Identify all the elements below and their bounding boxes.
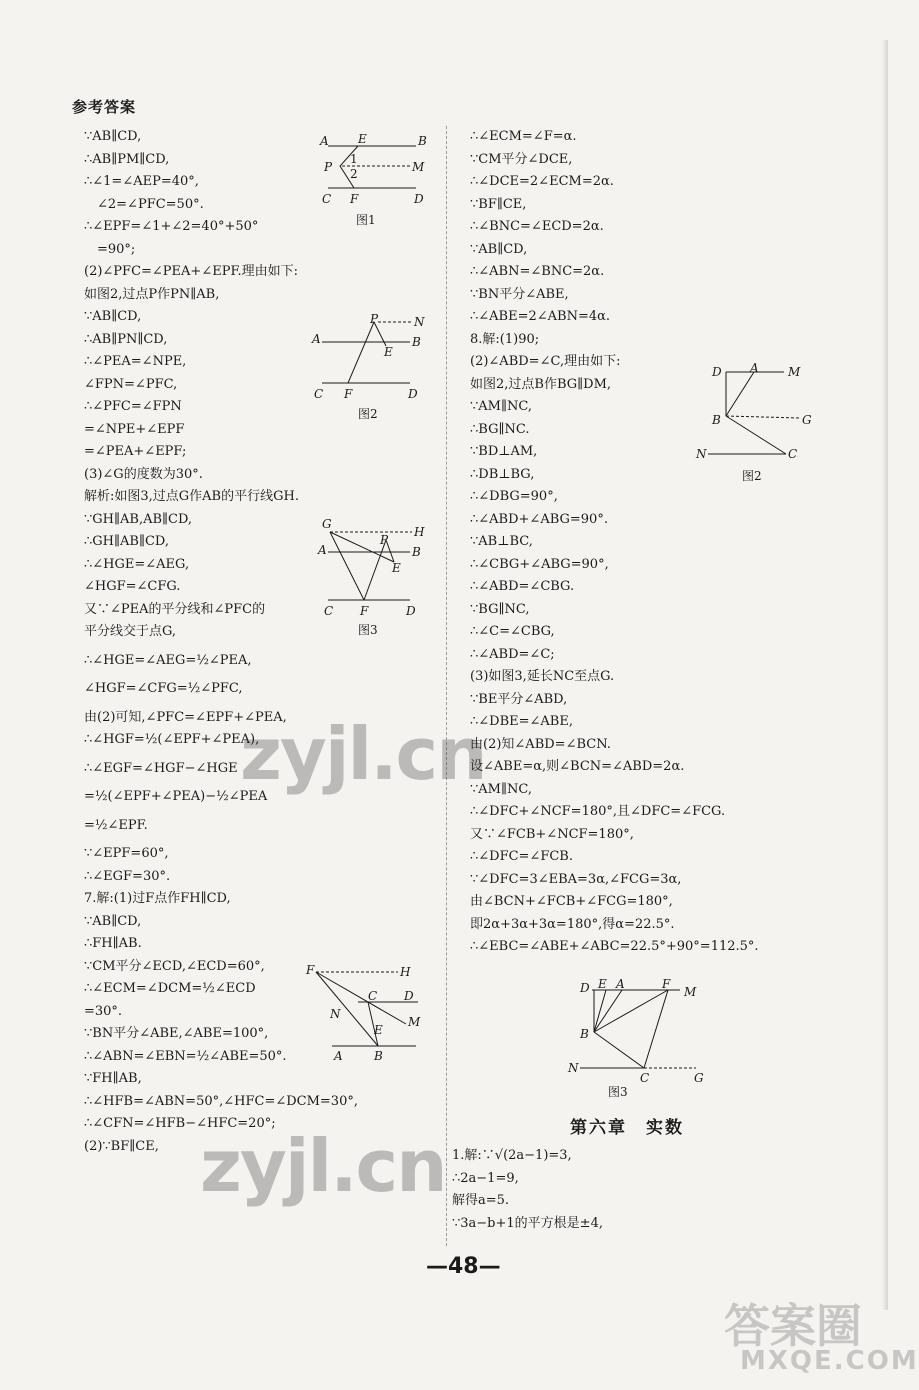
text-line: =90°;	[84, 241, 136, 257]
text-line: ∴∠PEA=∠NPE,	[84, 354, 187, 369]
text-line: ∴DB⊥BG,	[470, 466, 535, 482]
fig3-label-d: D	[406, 604, 416, 618]
fig1-label-d: D	[414, 192, 424, 206]
fig3-line-fpe	[364, 540, 394, 600]
text-line: ∴∠CFN=∠HFB−∠HFC=20°;	[84, 1116, 276, 1131]
fig8-3-label-n: N	[568, 1061, 579, 1075]
fig3-label-c: C	[324, 604, 334, 618]
figure-problem-8-2	[692, 358, 822, 488]
fig1-label-f: F	[350, 192, 359, 206]
text-line: 由(2)可知,∠PFC=∠EPF+∠PEA,	[84, 709, 287, 725]
figure-problem-8-3	[566, 976, 716, 1102]
text-line: 如图2,过点P作PN∥AB,	[84, 286, 220, 302]
fig8-3-label-d: D	[580, 981, 590, 995]
text-line: ∠2=∠PFC=50°.	[84, 196, 204, 212]
text-line: ∵3a−b+1的平方根是±4,	[452, 1215, 603, 1231]
text-line: 如图2,过点B作BG∥DM,	[470, 376, 612, 392]
fig2-label-p: P	[370, 312, 379, 326]
text-line: 设∠ABE=α,则∠BCN=∠ABD=2α.	[470, 759, 685, 774]
fig7-label-b: B	[374, 1049, 383, 1063]
text-line: ∠HGF=∠CFG.	[84, 579, 181, 594]
text-line: ∴∠DFC+∠NCF=180°,且∠DFC=∠FCG.	[470, 804, 726, 819]
fig2-line-fpe	[348, 322, 386, 383]
fig3-label-h: H	[414, 525, 425, 539]
fig2-caption: 图2	[358, 407, 378, 421]
text-line: ∵AB∥CD,	[84, 309, 142, 324]
text-line: ∵BG∥NC,	[470, 601, 530, 617]
text-line: 8.解:(1)90;	[470, 331, 540, 347]
right-column	[470, 126, 830, 959]
fig1-label-p: P	[324, 160, 333, 174]
fig8-3-line-bc	[594, 1032, 644, 1068]
text-line: ∴∠DCE=2∠ECM=2α.	[470, 174, 614, 189]
page-number: —48—	[426, 1254, 501, 1279]
text-line: ∵AM∥NC,	[470, 781, 532, 797]
text-line: 又∵∠FCB+∠NCF=180°,	[470, 826, 634, 842]
text-line: ∴GH∥AB∥CD,	[84, 534, 169, 549]
text-line: ∴∠ABN=∠BNC=2α.	[470, 264, 605, 279]
text-line: (3)∠G的度数为30°.	[84, 466, 203, 482]
text-line: ∴∠HGE=∠AEG,	[84, 556, 190, 572]
text-line: ∵AM∥NC,	[470, 399, 532, 414]
fig8-3-caption: 图3	[608, 1085, 628, 1099]
text-line: ∵BN平分∠ABE,	[470, 286, 569, 302]
fig2-label-b: B	[412, 335, 421, 349]
fig1-label-a: A	[320, 134, 329, 148]
text-line: ∵BD⊥AM,	[470, 444, 538, 459]
text-line: ∴∠ABD+∠ABG=90°.	[470, 511, 608, 527]
text-line: ∴∠HGF=½(∠EPF+∠PEA),	[84, 732, 260, 747]
text-line: ∴∠ABD=∠CBG.	[470, 579, 575, 594]
chapter-content	[452, 1145, 812, 1235]
text-line: ∠FPN=∠PFC,	[84, 376, 178, 392]
text-line: ∵∠EPF=60°,	[84, 846, 169, 861]
text-line: ∴BG∥NC.	[470, 421, 530, 437]
fig3-label-f: F	[360, 604, 369, 618]
fig8-2-label-n: N	[696, 447, 707, 461]
text-line: =½(∠EPF+∠PEA)−½∠PEA	[84, 789, 268, 804]
text-line: ∠HGF=∠CFG=½∠PFC,	[84, 681, 243, 696]
figure-problem-7	[302, 960, 432, 1066]
text-line: ∴∠PFC=∠FPN	[84, 399, 182, 414]
fig3-label-e: E	[392, 561, 401, 575]
fig3-label-a: A	[318, 543, 327, 557]
fig8-2-label-b: B	[712, 413, 721, 427]
fig2-label-a: A	[312, 332, 321, 346]
fig1-label-b: B	[418, 134, 427, 148]
text-line: 解析:如图3,过点G作AB的平行线GH.	[84, 489, 299, 504]
fig8-3-label-a: A	[616, 977, 625, 991]
fig8-2-line-bg	[726, 416, 800, 418]
text-line: 即2α+3α+3α=180°,得α=22.5°.	[470, 916, 675, 932]
fig3-line-gf	[330, 532, 364, 600]
fig3-label-p: P	[380, 533, 389, 547]
fig1-label-c: C	[322, 192, 332, 206]
fig7-label-d: D	[404, 989, 414, 1003]
text-line: 由(2)知∠ABD=∠BCN.	[470, 736, 611, 752]
fig8-3-line-ba	[594, 990, 622, 1032]
text-line: ∵∠DFC=3∠EBA=3α,∠FCG=3α,	[470, 871, 682, 887]
fig8-3-label-m: M	[684, 985, 697, 999]
text-line: ∴∠EGF=∠HGF−∠HGE	[84, 760, 238, 776]
text-line: =∠PEA+∠EPF;	[84, 444, 187, 459]
fig8-2-label-m: M	[788, 365, 801, 379]
text-line: 1.解:∵√(2a−1)=3,	[452, 1148, 572, 1163]
text-line: ∴∠HFB=∠ABN=50°,∠HFC=∠DCM=30°,	[84, 1093, 358, 1109]
fig1-angle-2: 2	[350, 167, 358, 181]
text-line: ∴∠CBG+∠ABG=90°,	[470, 556, 609, 572]
fig1-label-e: E	[358, 132, 367, 146]
text-line: ∴∠ABE=2∠ABN=4α.	[470, 309, 611, 324]
text-line: ∴AB∥PM∥CD,	[84, 151, 170, 167]
fig8-2-label-d: D	[712, 365, 722, 379]
text-line: =∠NPE+∠EPF	[84, 421, 185, 437]
text-line: ∴∠DFC=∠FCB.	[470, 849, 573, 864]
text-line: ∴∠BNC=∠ECD=2α.	[470, 219, 604, 234]
fig1-label-m: M	[412, 160, 425, 174]
watermark-corner-cn: 答案圈	[724, 1299, 862, 1353]
fig8-3-label-b: B	[580, 1027, 589, 1041]
fig8-3-label-f: F	[662, 977, 671, 991]
text-line: =½∠EPF.	[84, 817, 148, 833]
fig8-2-label-c: C	[788, 447, 798, 461]
fig8-2-label-g: G	[802, 413, 812, 427]
text-line: 解得a=5.	[452, 1193, 510, 1208]
page-edge-shadow	[882, 40, 888, 1310]
text-line: ∴∠EPF=∠1+∠2=40°+50°	[84, 219, 259, 234]
text-line: (2)∵BF∥CE,	[84, 1138, 159, 1154]
text-line: ∵CM平分∠DCE,	[470, 151, 573, 167]
fig2-label-e: E	[384, 345, 393, 359]
text-line: ∵AB∥CD,	[84, 129, 142, 144]
text-line: ∵BE平分∠ABD,	[470, 691, 568, 707]
text-line: (2)∠PFC=∠PEA+∠EPF.理由如下:	[84, 264, 298, 279]
watermark-main-2: zyjl.cn	[200, 1124, 446, 1208]
text-line: ∴∠EBC=∠ABE+∠ABC=22.5°+90°=112.5°.	[470, 939, 759, 954]
text-line: ∴AB∥PN∥CD,	[84, 331, 168, 347]
fig3-caption: 图3	[358, 623, 378, 637]
text-line: 7.解:(1)过F点作FH∥CD,	[84, 891, 231, 906]
fig2-label-f: F	[344, 387, 353, 401]
text-line: ∵GH∥AB,AB∥CD,	[84, 511, 193, 527]
text-line: (2)∠ABD=∠C,理由如下:	[470, 354, 621, 369]
text-line: ∴∠DBE=∠ABE,	[470, 714, 573, 729]
figure-2	[310, 310, 430, 425]
fig7-label-m: M	[408, 1015, 421, 1029]
text-line: ∴∠ABN=∠EBN=½∠ABE=50°.	[84, 1048, 287, 1064]
text-line: ∵BF∥CE,	[470, 196, 527, 212]
fig8-2-label-a: A	[750, 361, 759, 375]
fig7-label-h: H	[400, 965, 411, 979]
text-line: ∴FH∥AB.	[84, 936, 142, 951]
text-line: ∵BN平分∠ABE,∠ABE=100°,	[84, 1026, 269, 1041]
fig3-label-g: G	[322, 517, 332, 531]
text-line: ∵AB∥CD,	[470, 241, 528, 257]
text-line: ∴∠ABD=∠C;	[470, 646, 555, 662]
fig7-label-a: A	[334, 1049, 343, 1063]
text-line: ∵FH∥AB,	[84, 1071, 142, 1086]
text-line: 平分线交于点G,	[84, 624, 177, 639]
text-line: 又∵∠PEA的平分线和∠PFC的	[84, 601, 266, 617]
text-line: ∴∠EGF=30°.	[84, 868, 171, 884]
fig8-3-label-g: G	[694, 1071, 704, 1085]
fig7-label-f: F	[306, 963, 315, 977]
figure-1	[318, 128, 430, 228]
fig8-3-label-e: E	[598, 977, 607, 991]
fig7-label-e: E	[374, 1023, 383, 1037]
fig7-label-n: N	[330, 1007, 341, 1021]
column-divider	[446, 126, 447, 1246]
watermark-main-1: zyjl.cn	[240, 712, 486, 796]
fig8-2-line-ba	[726, 372, 754, 416]
fig7-label-c: C	[368, 989, 378, 1003]
fig1-angle-1: 1	[350, 152, 358, 166]
page-header-title: 参考答案	[72, 98, 137, 116]
text-line: ∵AB∥CD,	[84, 913, 142, 929]
fig2-label-n: N	[414, 315, 425, 329]
fig2-label-d: D	[408, 387, 418, 401]
text-line: (3)如图3,延长NC至点G.	[470, 669, 615, 684]
text-line: ∵CM平分∠ECD,∠ECD=60°,	[84, 958, 265, 974]
text-line: ∵AB⊥BC,	[470, 534, 533, 549]
text-line: ∴2a−1=9,	[452, 1170, 519, 1186]
fig1-caption: 图1	[356, 213, 376, 227]
text-line: =30°.	[84, 1003, 123, 1019]
text-line: ∴∠DBG=90°,	[470, 489, 558, 504]
text-line: ∴∠ECM=∠DCM=½∠ECD	[84, 981, 256, 996]
chapter-title: 第六章 实数	[570, 1118, 684, 1138]
fig7-line-fb	[316, 972, 378, 1046]
fig8-3-label-c: C	[640, 1071, 650, 1085]
fig3-label-b: B	[412, 545, 421, 559]
text-line: ∴∠C=∠CBG,	[470, 624, 555, 639]
watermark-corner-en: MXQE.COM	[740, 1346, 919, 1376]
fig2-label-c: C	[314, 387, 324, 401]
text-line: ∴∠ECM=∠F=α.	[470, 129, 577, 144]
text-line: ∴∠HGE=∠AEG=½∠PEA,	[84, 652, 252, 668]
fig8-2-line-bc	[726, 416, 786, 454]
text-line: ∴∠1=∠AEP=40°,	[84, 174, 199, 189]
figure-3	[316, 516, 430, 640]
fig8-2-caption: 图2	[742, 469, 762, 483]
text-line: 由∠BCN+∠FCB+∠FCG=180°,	[470, 894, 673, 909]
